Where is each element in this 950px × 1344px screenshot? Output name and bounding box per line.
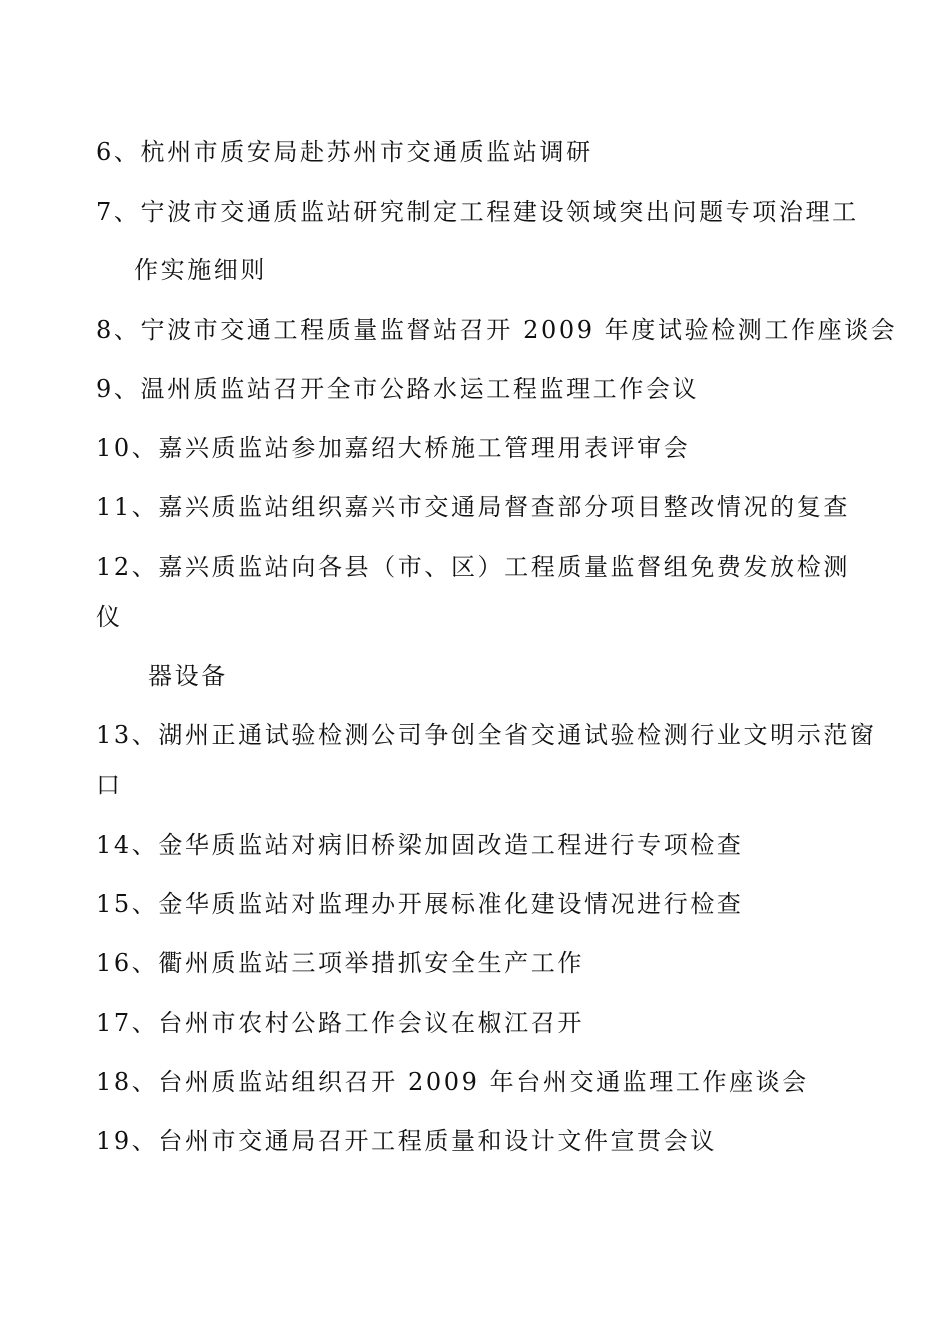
list-item-continuation: 器设备 <box>148 662 228 690</box>
list-item: 15、金华质监站对监理办开展标准化建设情况进行检查 <box>96 890 744 918</box>
list-item: 12、嘉兴质监站向各县（市、区）工程质量监督组免费发放检测 <box>96 553 850 581</box>
list-item: 17、台州市农村公路工作会议在椒江召开 <box>96 1009 584 1037</box>
list-item: 19、台州市交通局召开工程质量和设计文件宣贯会议 <box>96 1127 717 1155</box>
list-item: 18、台州质监站组织召开 2009 年台州交通监理工作座谈会 <box>96 1068 809 1096</box>
list-item: 13、湖州正通试验检测公司争创全省交通试验检测行业文明示范窗 <box>96 721 877 749</box>
list-item: 11、嘉兴质监站组织嘉兴市交通局督查部分项目整改情况的复查 <box>96 493 850 521</box>
list-item-continuation: 作实施细则 <box>134 256 267 284</box>
list-item: 6、杭州市质安局赴苏州市交通质监站调研 <box>96 138 593 166</box>
list-item: 16、衢州质监站三项举措抓安全生产工作 <box>96 949 584 977</box>
list-item: 10、嘉兴质监站参加嘉绍大桥施工管理用表评审会 <box>96 434 691 462</box>
list-item: 9、温州质监站召开全市公路水运工程监理工作会议 <box>96 375 700 403</box>
list-item: 8、宁波市交通工程质量监督站召开 2009 年度试验检测工作座谈会 <box>96 316 898 344</box>
list-item: 7、宁波市交通质监站研究制定工程建设领域突出问题专项治理工 <box>96 198 859 226</box>
list-item-wrap: 仪 <box>96 603 123 631</box>
list-item-wrap: 口 <box>96 771 123 799</box>
list-item: 14、金华质监站对病旧桥梁加固改造工程进行专项检查 <box>96 831 744 859</box>
